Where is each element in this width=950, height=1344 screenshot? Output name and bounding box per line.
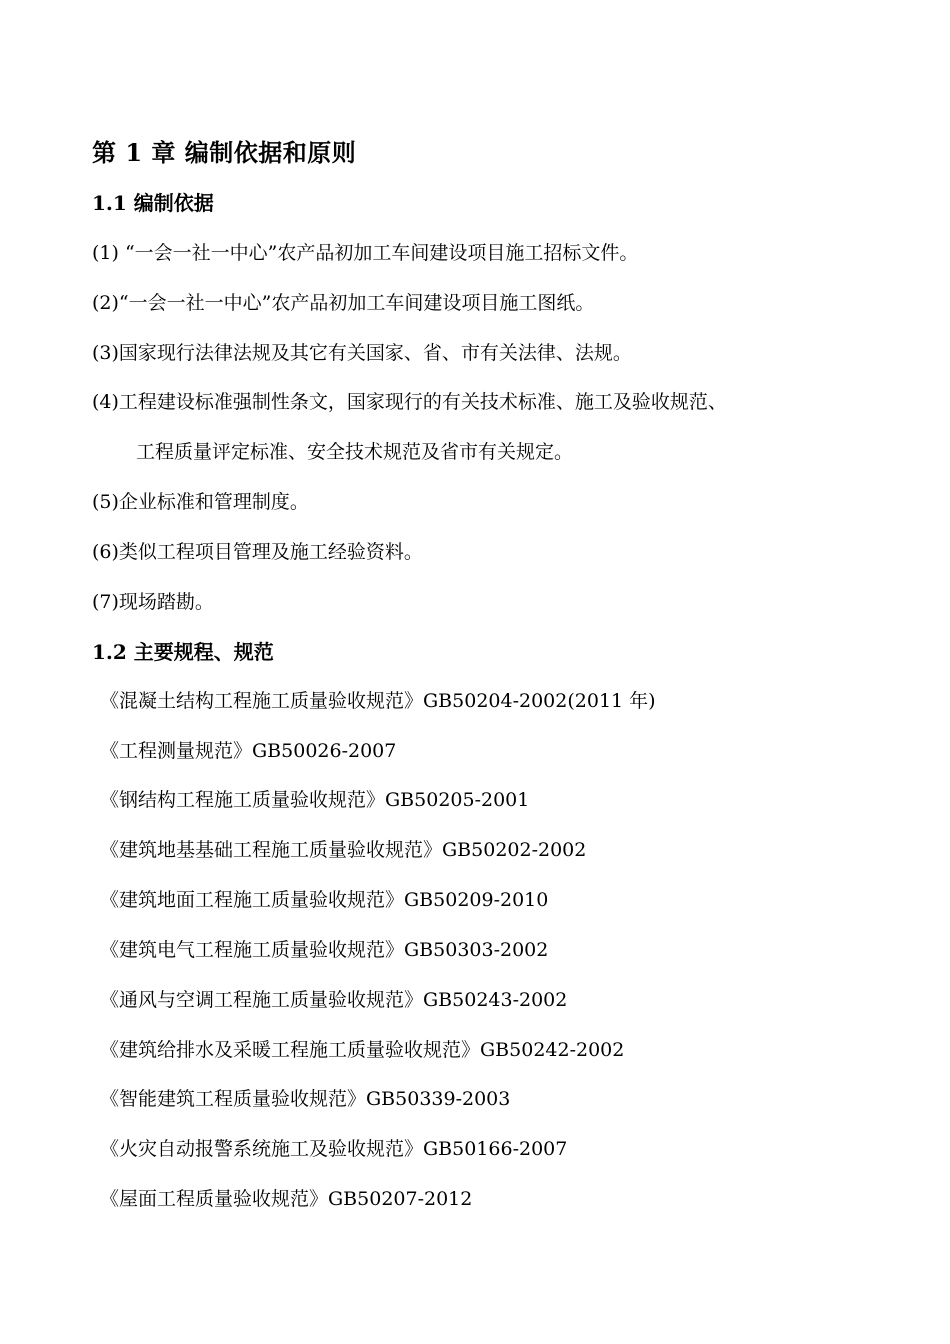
spec-item: 《建筑电气工程施工质量验收规范》GB50303-2002 bbox=[100, 939, 549, 961]
spec-item: 《智能建筑工程质量验收规范》GB50339-2003 bbox=[100, 1088, 511, 1110]
basis-item: (6)类似工程项目管理及施工经验资料。 bbox=[92, 541, 423, 563]
basis-item: (1) “一会一社一中心”农产品初加工车间建设项目施工招标文件。 bbox=[92, 242, 639, 264]
spec-item: 《通风与空调工程施工质量验收规范》GB50243-2002 bbox=[100, 989, 568, 1011]
basis-item: (7)现场踏勘。 bbox=[92, 591, 214, 613]
chapter-title: 第 1 章 编制依据和原则 bbox=[92, 138, 357, 167]
basis-item: (5)企业标准和管理制度。 bbox=[92, 491, 309, 513]
spec-item: 《建筑地面工程施工质量验收规范》GB50209-2010 bbox=[100, 889, 549, 911]
basis-item-continuation: 工程质量评定标准、安全技术规范及省市有关规定。 bbox=[136, 441, 574, 463]
spec-item: 《火灾自动报警系统施工及验收规范》GB50166-2007 bbox=[100, 1138, 568, 1160]
spec-item: 《建筑给排水及采暖工程施工质量验收规范》GB50242-2002 bbox=[100, 1039, 625, 1061]
spec-item: 《工程测量规范》GB50026-2007 bbox=[100, 740, 397, 762]
basis-item: (2)“一会一社一中心”农产品初加工车间建设项目施工图纸。 bbox=[92, 292, 595, 314]
basis-item: (4)工程建设标准强制性条文，国家现行的有关技术标准、施工及验收规范、 bbox=[92, 391, 727, 413]
spec-item: 《钢结构工程施工质量验收规范》GB50205-2001 bbox=[100, 789, 530, 811]
spec-item: 《屋面工程质量验收规范》GB50207-2012 bbox=[100, 1188, 473, 1210]
spec-item: 《建筑地基基础工程施工质量验收规范》GB50202-2002 bbox=[100, 839, 587, 861]
spec-item: 《混凝土结构工程施工质量验收规范》GB50204-2002(2011 年) bbox=[100, 690, 656, 712]
section-title-specs: 1.2 主要规程、规范 bbox=[92, 640, 274, 664]
basis-item: (3)国家现行法律法规及其它有关国家、省、市有关法律、法规。 bbox=[92, 342, 632, 364]
section-title-basis: 1.1 编制依据 bbox=[92, 191, 214, 215]
